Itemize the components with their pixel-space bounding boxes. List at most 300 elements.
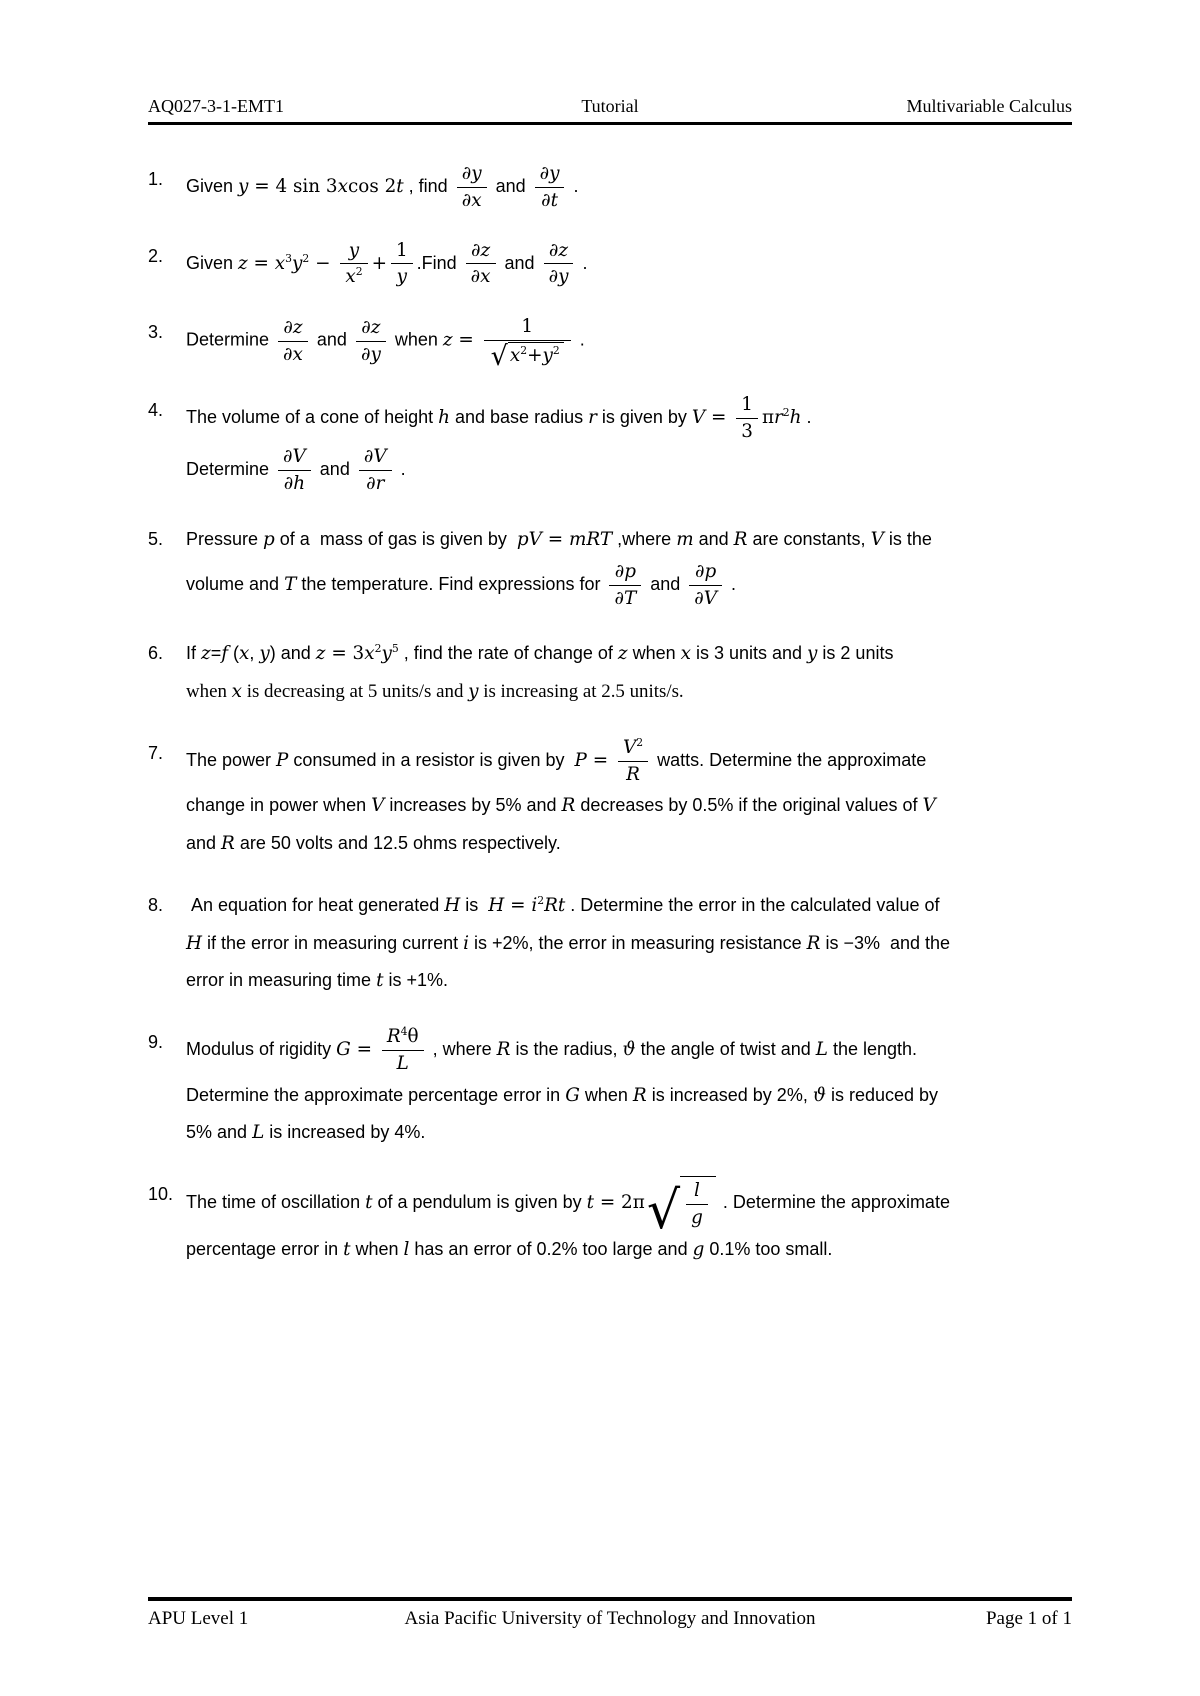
math-variable: L <box>252 1122 265 1144</box>
text: = <box>210 643 222 664</box>
math-text: θ <box>407 1026 419 1047</box>
text: , <box>249 643 260 664</box>
fraction-numerator <box>356 315 386 342</box>
fraction <box>356 315 386 368</box>
math-text: = <box>541 529 569 551</box>
question-line <box>186 392 1072 445</box>
text: An equation for heat generated <box>186 894 445 915</box>
text: the angle of twist and <box>635 1039 816 1060</box>
math-variable: R <box>733 529 748 551</box>
square-root <box>646 1176 716 1241</box>
superscript: 4 <box>400 1025 408 1038</box>
math-variable: y <box>381 643 392 665</box>
fraction <box>535 161 565 214</box>
math-text: = <box>452 329 480 351</box>
math-variable: t <box>365 1192 373 1214</box>
math-variable: y <box>542 345 553 367</box>
fraction-numerator <box>609 559 641 586</box>
fraction <box>278 444 311 497</box>
math-variable: x <box>364 643 375 665</box>
text: when <box>186 681 232 703</box>
text: has an error of 0.2% too large and <box>409 1238 693 1259</box>
text: is given by <box>596 406 692 427</box>
fraction-denominator <box>466 264 496 290</box>
fraction-numerator <box>535 161 565 188</box>
text: . <box>726 573 737 594</box>
math-text: ∂ <box>361 316 371 338</box>
math-variable: x <box>471 189 482 211</box>
question-item <box>148 887 1072 1000</box>
fraction <box>340 238 367 291</box>
math-text: ∂ <box>614 587 624 609</box>
math-variable: r <box>375 473 385 495</box>
math-variable: x <box>239 643 250 665</box>
math-text: cos 2 <box>347 176 397 198</box>
math-variable: x <box>231 681 242 703</box>
math-variable: R <box>806 932 821 954</box>
math-variable: L <box>396 1052 409 1074</box>
text: ,where <box>612 529 677 550</box>
superscript: 2 <box>636 735 644 749</box>
math-text: = <box>247 252 275 274</box>
text: and base radius <box>450 406 589 427</box>
question-body <box>186 1176 1072 1268</box>
fraction-denominator <box>544 264 574 290</box>
question-number: 4. <box>148 399 164 420</box>
text: . Determine the error in the calculated value of <box>565 894 940 915</box>
text: change in power when <box>186 795 372 816</box>
text: ) and <box>269 643 316 664</box>
text: , find <box>403 176 453 197</box>
footer-page-number: Page 1 of 1 <box>985 1608 1072 1629</box>
math-variable: L <box>815 1039 828 1061</box>
math-text: 1 <box>395 239 408 261</box>
question-number: 10. <box>148 1184 174 1204</box>
math-variable: x <box>480 266 491 288</box>
math-variable: V <box>373 446 387 468</box>
math-variable: V <box>922 795 936 817</box>
math-variable: h <box>438 406 450 428</box>
math-variable: V <box>371 795 385 817</box>
math-variable: x <box>680 643 691 665</box>
question-number: 2. <box>148 245 164 266</box>
question-line <box>186 521 1072 559</box>
question-body <box>186 635 1072 711</box>
math-variable: P <box>574 749 587 771</box>
question-body <box>186 392 1072 497</box>
math-variable: V <box>870 529 884 551</box>
fraction-denominator <box>278 471 311 497</box>
text: Determine <box>186 329 275 350</box>
text: Given <box>186 252 239 273</box>
text: volume and <box>186 573 285 594</box>
math-variable: t <box>343 1238 351 1260</box>
footer-institution: Asia Pacific University of Technology and Innovation <box>404 1608 816 1629</box>
math-variable: H <box>186 932 203 954</box>
math-text: 1 <box>741 393 753 415</box>
superscript: 5 <box>391 642 399 656</box>
fraction-numerator <box>457 161 487 188</box>
fraction-denominator <box>618 762 648 788</box>
math-variable: i <box>531 894 538 916</box>
math-text: − <box>309 252 337 274</box>
text: is <box>460 894 489 915</box>
text: and <box>499 252 540 273</box>
math-variable: f <box>221 643 229 665</box>
superscript: 2 <box>552 344 560 358</box>
text: and <box>314 459 355 480</box>
fraction-numerator <box>544 238 574 265</box>
text: when <box>389 329 443 350</box>
text: if the error in measuring current <box>202 932 464 953</box>
math-variable: p <box>704 560 717 582</box>
math-text: 1 <box>521 316 533 338</box>
math-text: = 3 <box>325 643 365 665</box>
fraction-denominator <box>736 419 758 445</box>
fraction <box>457 161 487 214</box>
question-line <box>186 161 1072 214</box>
math-text: = <box>350 1039 378 1061</box>
fraction-denominator <box>535 188 565 214</box>
text: watts. Determine the approximate <box>652 749 927 770</box>
fraction <box>618 735 648 788</box>
math-variable: g <box>692 1238 705 1260</box>
question-number: 3. <box>148 322 164 343</box>
superscript: 2 <box>782 405 790 419</box>
math-text: ∂ <box>366 473 376 495</box>
question-body <box>186 314 1072 372</box>
math-text: ∂ <box>548 266 559 288</box>
text: of a pendulum is given by <box>372 1192 587 1213</box>
header-course-code: AQ027-3-1-EMT1 <box>148 96 284 116</box>
question-item <box>148 161 1072 214</box>
math-variable: y <box>396 266 407 288</box>
math-text: = <box>705 406 733 428</box>
fraction-denominator <box>686 1205 708 1231</box>
text: . Determine the approximate <box>717 1192 950 1213</box>
text: decreases by 0.5% if the original values of <box>575 795 923 816</box>
fraction <box>359 444 392 497</box>
text: is 2 units <box>817 643 894 664</box>
math-text: ∂ <box>360 343 371 365</box>
text: consumed in a resistor is given by <box>288 749 575 770</box>
math-variable: g <box>691 1206 703 1228</box>
math-text: ∂ <box>283 316 293 338</box>
text: is −3% and the <box>820 932 951 953</box>
radical-icon: √ <box>646 1180 681 1241</box>
question-body <box>186 161 1072 214</box>
math-variable: R <box>496 1039 511 1061</box>
math-variable: l <box>694 1180 700 1201</box>
question-line <box>186 787 1072 825</box>
question-line <box>186 635 1072 673</box>
question-body <box>186 238 1072 291</box>
math-text: ∂ <box>363 446 374 468</box>
text: . <box>568 176 579 197</box>
text: Given <box>186 176 239 197</box>
math-text: ∂ <box>461 189 472 211</box>
math-variable: y <box>807 643 818 665</box>
math-text: = 4 sin 3 <box>248 176 338 198</box>
question-line <box>186 735 1072 788</box>
fraction-numerator <box>278 444 311 471</box>
math-variable: x <box>337 176 348 198</box>
math-variable: x <box>509 345 521 367</box>
math-variable: ϑ <box>622 1039 636 1061</box>
math-variable: mRT <box>569 529 613 551</box>
math-variable: t <box>396 176 404 198</box>
square-root <box>490 340 564 372</box>
header-doc-type: Tutorial <box>581 96 639 116</box>
footer-level: APU Level 1 <box>148 1608 249 1629</box>
math-variable: x <box>292 343 303 365</box>
text: is +1%. <box>383 970 448 991</box>
math-text: + <box>527 345 543 367</box>
math-text: ∂ <box>694 587 704 609</box>
text: error in measuring time <box>186 970 377 991</box>
question-line <box>186 925 1072 963</box>
question-number: 5. <box>148 529 164 550</box>
radical-icon: √ <box>490 340 508 372</box>
text: The power <box>186 749 277 770</box>
fraction-numerator <box>382 1024 424 1051</box>
text: Determine the approximate percentage error in <box>186 1084 566 1105</box>
text: increases by 5% and <box>384 795 562 816</box>
math-variable: z <box>315 643 326 665</box>
fraction-denominator <box>609 586 641 612</box>
text: If <box>186 643 202 664</box>
text: ( <box>228 643 240 664</box>
math-variable: z <box>292 316 303 338</box>
fraction <box>544 238 574 291</box>
math-text: π <box>761 406 775 428</box>
math-text: ∂ <box>539 163 550 184</box>
text: The time of oscillation <box>186 1192 366 1213</box>
math-text: ∂ <box>283 343 293 365</box>
question-number: 7. <box>148 742 164 763</box>
superscript: 2 <box>302 251 310 265</box>
math-variable: y <box>370 343 381 365</box>
fraction-numerator <box>278 315 308 342</box>
math-variable: G <box>336 1039 351 1061</box>
question-number: 6. <box>148 643 164 664</box>
question-item <box>148 521 1072 611</box>
fraction-numerator <box>391 238 413 265</box>
text: . <box>577 252 588 273</box>
header-subject: Multivariable Calculus <box>906 96 1072 116</box>
text: of a mass of gas is given by <box>274 529 517 550</box>
fraction <box>382 1024 424 1077</box>
math-variable: t <box>376 970 384 992</box>
math-variable: z <box>201 643 211 665</box>
question-line <box>186 559 1072 612</box>
math-variable: y <box>259 643 270 665</box>
fraction-denominator <box>278 342 308 368</box>
fraction <box>484 314 571 372</box>
math-variable: t <box>550 189 558 211</box>
math-variable: R <box>221 833 235 855</box>
math-text: + <box>371 252 387 274</box>
radicand <box>680 1176 716 1231</box>
superscript: 2 <box>520 344 528 358</box>
math-variable: P <box>276 749 289 771</box>
question-line <box>186 1024 1072 1077</box>
math-variable: V <box>292 446 306 468</box>
text: is the radius, <box>510 1039 623 1060</box>
math-variable: y <box>348 239 360 261</box>
fraction-numerator <box>618 735 648 762</box>
text: is +2%, the error in measuring resistance <box>469 932 807 953</box>
text: are 50 volts and 12.5 ohms respectively. <box>234 833 561 854</box>
math-text: ∂ <box>614 560 625 582</box>
question-line <box>186 825 1072 863</box>
text: Modulus of rigidity <box>186 1039 337 1060</box>
math-variable: m <box>676 529 694 551</box>
question-item <box>148 314 1072 372</box>
text: when <box>579 1084 633 1105</box>
math-text: ∂ <box>471 239 481 261</box>
fraction <box>689 559 722 612</box>
fraction-numerator <box>484 314 571 341</box>
text: . <box>395 459 406 480</box>
math-variable: z <box>617 643 628 665</box>
math-variable: z <box>442 329 453 351</box>
question-item <box>148 1024 1072 1152</box>
question-body <box>186 735 1072 863</box>
question-body <box>186 887 1072 1000</box>
text: . <box>801 406 812 427</box>
text: Pressure <box>186 529 264 550</box>
text: 0.1% too small. <box>704 1238 833 1259</box>
text: .Find <box>416 252 462 273</box>
question-line <box>186 1231 1072 1269</box>
fraction <box>466 238 496 291</box>
fraction <box>736 392 758 445</box>
math-variable: y <box>558 266 569 288</box>
math-variable: h <box>293 473 306 495</box>
text: is 3 units and <box>690 643 808 664</box>
fraction <box>391 238 413 291</box>
math-text: ∂ <box>541 189 551 211</box>
text: when <box>350 1238 404 1259</box>
superscript: 2 <box>374 642 382 656</box>
math-variable: y <box>471 163 482 184</box>
math-variable: z <box>370 316 381 338</box>
text: is increasing at 2.5 units/s. <box>478 681 684 703</box>
math-text: = <box>586 749 614 771</box>
math-variable: r <box>774 406 783 428</box>
text: and <box>645 573 686 594</box>
math-variable: R <box>632 1084 647 1106</box>
math-text: ∂ <box>283 473 294 495</box>
fraction-denominator <box>689 586 722 612</box>
math-text: ∂ <box>461 163 472 184</box>
fraction-denominator <box>391 264 413 290</box>
question-line <box>186 962 1072 1000</box>
math-variable: G <box>565 1084 580 1106</box>
page-footer <box>148 1597 1072 1630</box>
superscript: 2 <box>355 265 363 279</box>
question-item <box>148 635 1072 711</box>
question-line <box>186 1077 1072 1115</box>
question-line <box>186 314 1072 372</box>
text: are constants, <box>747 529 871 550</box>
fraction-denominator <box>457 188 487 214</box>
math-variable: T <box>284 573 297 595</box>
question-item <box>148 1176 1072 1268</box>
math-variable: x <box>274 252 286 274</box>
math-variable: h <box>789 406 802 428</box>
questions-list <box>148 161 1072 1597</box>
math-variable: R <box>561 795 576 817</box>
question-body <box>186 1024 1072 1152</box>
text: is increased by 4%. <box>264 1122 426 1143</box>
fraction-numerator <box>340 238 367 265</box>
text: , find the rate of change of <box>398 643 618 664</box>
text: The volume of a cone of height <box>186 406 439 427</box>
text: is the <box>883 529 932 550</box>
math-variable: y <box>468 681 479 703</box>
fraction-denominator <box>340 264 367 290</box>
question-number: 8. <box>148 894 164 915</box>
text: and <box>311 329 352 350</box>
question-item <box>148 238 1072 291</box>
math-variable: x <box>345 266 356 288</box>
math-variable: t <box>586 1192 594 1214</box>
question-item <box>148 392 1072 497</box>
fraction-numerator <box>686 1178 708 1205</box>
math-variable: p <box>624 560 636 582</box>
math-variable: R <box>626 763 640 785</box>
fraction-denominator <box>484 340 571 372</box>
page-header <box>148 96 1072 125</box>
math-variable: H <box>444 894 461 916</box>
math-variable: y <box>238 176 249 198</box>
math-variable: R <box>386 1026 401 1047</box>
fraction-denominator <box>359 471 392 497</box>
math-variable: z <box>480 239 491 261</box>
math-variable: H <box>488 894 505 916</box>
superscript: 3 <box>285 251 293 265</box>
fraction <box>609 559 641 612</box>
fraction <box>278 315 308 368</box>
text: 5% and <box>186 1122 253 1143</box>
text: and <box>693 529 734 550</box>
text: the length. <box>827 1039 918 1060</box>
math-variable: z <box>238 252 248 274</box>
fraction-numerator <box>736 392 758 419</box>
math-variable: l <box>403 1238 410 1260</box>
math-variable: z <box>558 239 569 261</box>
fraction-numerator <box>466 238 496 265</box>
fraction-numerator <box>689 559 722 586</box>
text: is reduced by <box>825 1084 939 1105</box>
math-variable: pV <box>516 529 542 551</box>
math-variable: V <box>691 406 706 428</box>
question-item <box>148 735 1072 863</box>
text: and <box>490 176 531 197</box>
text: when <box>627 643 681 664</box>
text: and <box>186 833 222 854</box>
fraction-denominator <box>382 1051 424 1077</box>
text: . <box>574 329 585 350</box>
math-variable: y <box>549 163 560 184</box>
math-text: = 2π <box>594 1192 645 1214</box>
math-variable: V <box>703 587 718 609</box>
math-text: ∂ <box>283 446 293 468</box>
math-variable: ϑ <box>812 1084 826 1106</box>
question-line <box>186 673 1072 711</box>
